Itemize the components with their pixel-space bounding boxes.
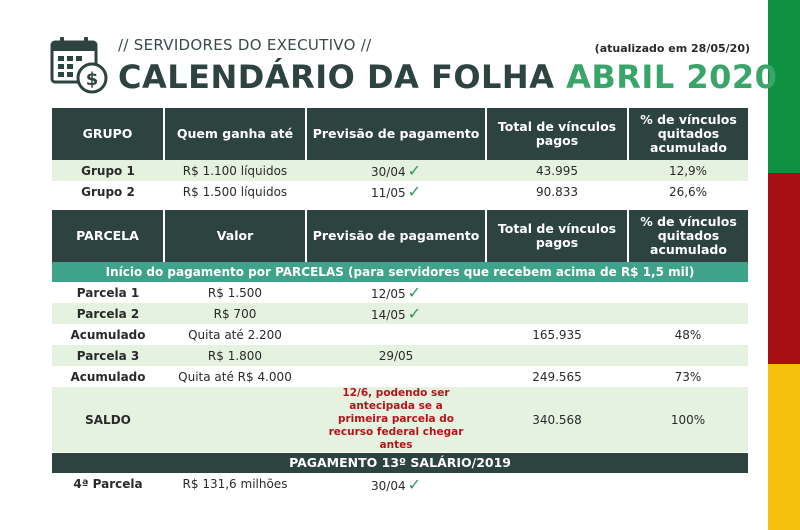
page-title [118, 58, 777, 96]
cell-pct [628, 345, 748, 366]
cell-valor: R$ 1.500 [207, 285, 263, 300]
cell-parcela: SALDO [52, 387, 164, 452]
cell-total: 340.568 [486, 387, 628, 452]
cell-quem: R$ 1.500 líquidos [182, 184, 288, 199]
cell-parcela: Parcela 2 [52, 303, 164, 324]
updated-date: (atualizado em 28/05/20) [594, 42, 750, 55]
cell-parcela: 4ª Parcela [73, 477, 143, 491]
title-main: CALENDÁRIO DA FOLHA [118, 58, 567, 96]
header-previsao: Previsão de pagamento [306, 108, 486, 160]
cell-total: 43.995 [486, 160, 628, 181]
check-icon: ✓ [407, 182, 421, 201]
cell-previsao [306, 366, 486, 387]
cell-previsao [306, 303, 486, 324]
table-row-saldo [52, 387, 748, 452]
header-grupo: GRUPO [52, 108, 164, 160]
cell-valor: R$ 1.800 [164, 345, 306, 366]
cell-previsao [306, 160, 486, 181]
cell-pct: 48% [674, 327, 702, 342]
band-text: Início do pagamento por PARCELAS (para servidores que recebem acima de R$ 1,5 mil) [52, 262, 748, 282]
cell-grupo: Grupo 2 [81, 184, 135, 199]
cell-total: 90.833 [536, 184, 578, 199]
previsao-text: 30/04 [371, 478, 406, 493]
previsao-text: 14/05 [371, 308, 406, 322]
previsao-text: 12/05 [371, 287, 406, 301]
cell-previsao: 12/6, podendo ser antecipada se a primeira parcela do recurso federal chegar antes [306, 387, 486, 452]
header-parcela: PARCELA [52, 210, 164, 262]
parcels-band [52, 262, 748, 282]
cell-previsao: 29/05 [306, 345, 486, 366]
previsao-text: 30/04 [371, 165, 406, 179]
title-accent: ABRIL 2020 [566, 58, 778, 96]
cell-pct [628, 303, 748, 324]
cell-previsao [306, 324, 486, 345]
table-row [52, 473, 748, 495]
cell-valor: Quita até 2.200 [188, 327, 282, 342]
header-valor: Valor [164, 210, 306, 262]
header-pct: % de vínculos quitados acumulado [628, 108, 748, 160]
check-icon: ✓ [407, 161, 421, 180]
cell-total: 249.565 [532, 369, 582, 384]
header-total: Total de vínculos pagos [486, 108, 628, 160]
table-row [52, 160, 748, 181]
header-13th: PAGAMENTO 13º SALÁRIO/2019 [52, 453, 748, 473]
check-icon: ✓ [407, 283, 421, 302]
cell-valor: Quita até R$ 4.000 [178, 369, 292, 384]
calendar-money-icon [50, 36, 108, 94]
cell-pct: 100% [628, 387, 748, 452]
cell-grupo: Grupo 1 [52, 160, 164, 181]
table-row [52, 324, 748, 345]
groups-table [52, 108, 748, 202]
thirteenth-salary-table [52, 453, 748, 495]
header-pct: % de vínculos quitados acumulado [628, 210, 748, 262]
cell-quem: R$ 1.100 líquidos [164, 160, 306, 181]
cell-valor: R$ 700 [164, 303, 306, 324]
cell-previsao [306, 282, 486, 303]
cell-pct: 26,6% [668, 184, 708, 199]
cell-total [486, 303, 628, 324]
check-icon: ✓ [407, 474, 421, 494]
parcels-table [52, 210, 748, 452]
cell-pct: 12,9% [628, 160, 748, 181]
table-row [52, 282, 748, 303]
header-previsao: Previsão de pagamento [306, 210, 486, 262]
cell-valor [164, 387, 306, 452]
cell-total: 165.935 [532, 327, 582, 342]
cell-pct: 73% [674, 369, 702, 384]
table-row [52, 303, 748, 324]
cell-parcela: Acumulado [70, 327, 146, 342]
cell-valor: R$ 131,6 milhões [182, 477, 288, 491]
subtitle: // SERVIDORES DO EXECUTIVO // [118, 36, 372, 54]
cell-empty [486, 473, 628, 495]
previsao-text: 11/05 [371, 186, 406, 200]
svg-text:$: $ [85, 69, 99, 90]
cell-parcela: Parcela 1 [76, 285, 140, 300]
cell-pct [628, 282, 748, 303]
header-quem: Quem ganha até [164, 108, 306, 160]
header [50, 30, 778, 100]
table-row [52, 366, 748, 387]
cell-previsao [306, 473, 486, 495]
cell-total [486, 282, 628, 303]
table-row [52, 181, 748, 202]
cell-empty [628, 473, 748, 495]
cell-total [486, 345, 628, 366]
cell-parcela: Acumulado [70, 369, 146, 384]
cell-previsao [306, 181, 486, 202]
cell-parcela: Parcela 3 [52, 345, 164, 366]
table-row [52, 345, 748, 366]
header-total: Total de vínculos pagos [486, 210, 628, 262]
check-icon: ✓ [407, 304, 421, 323]
